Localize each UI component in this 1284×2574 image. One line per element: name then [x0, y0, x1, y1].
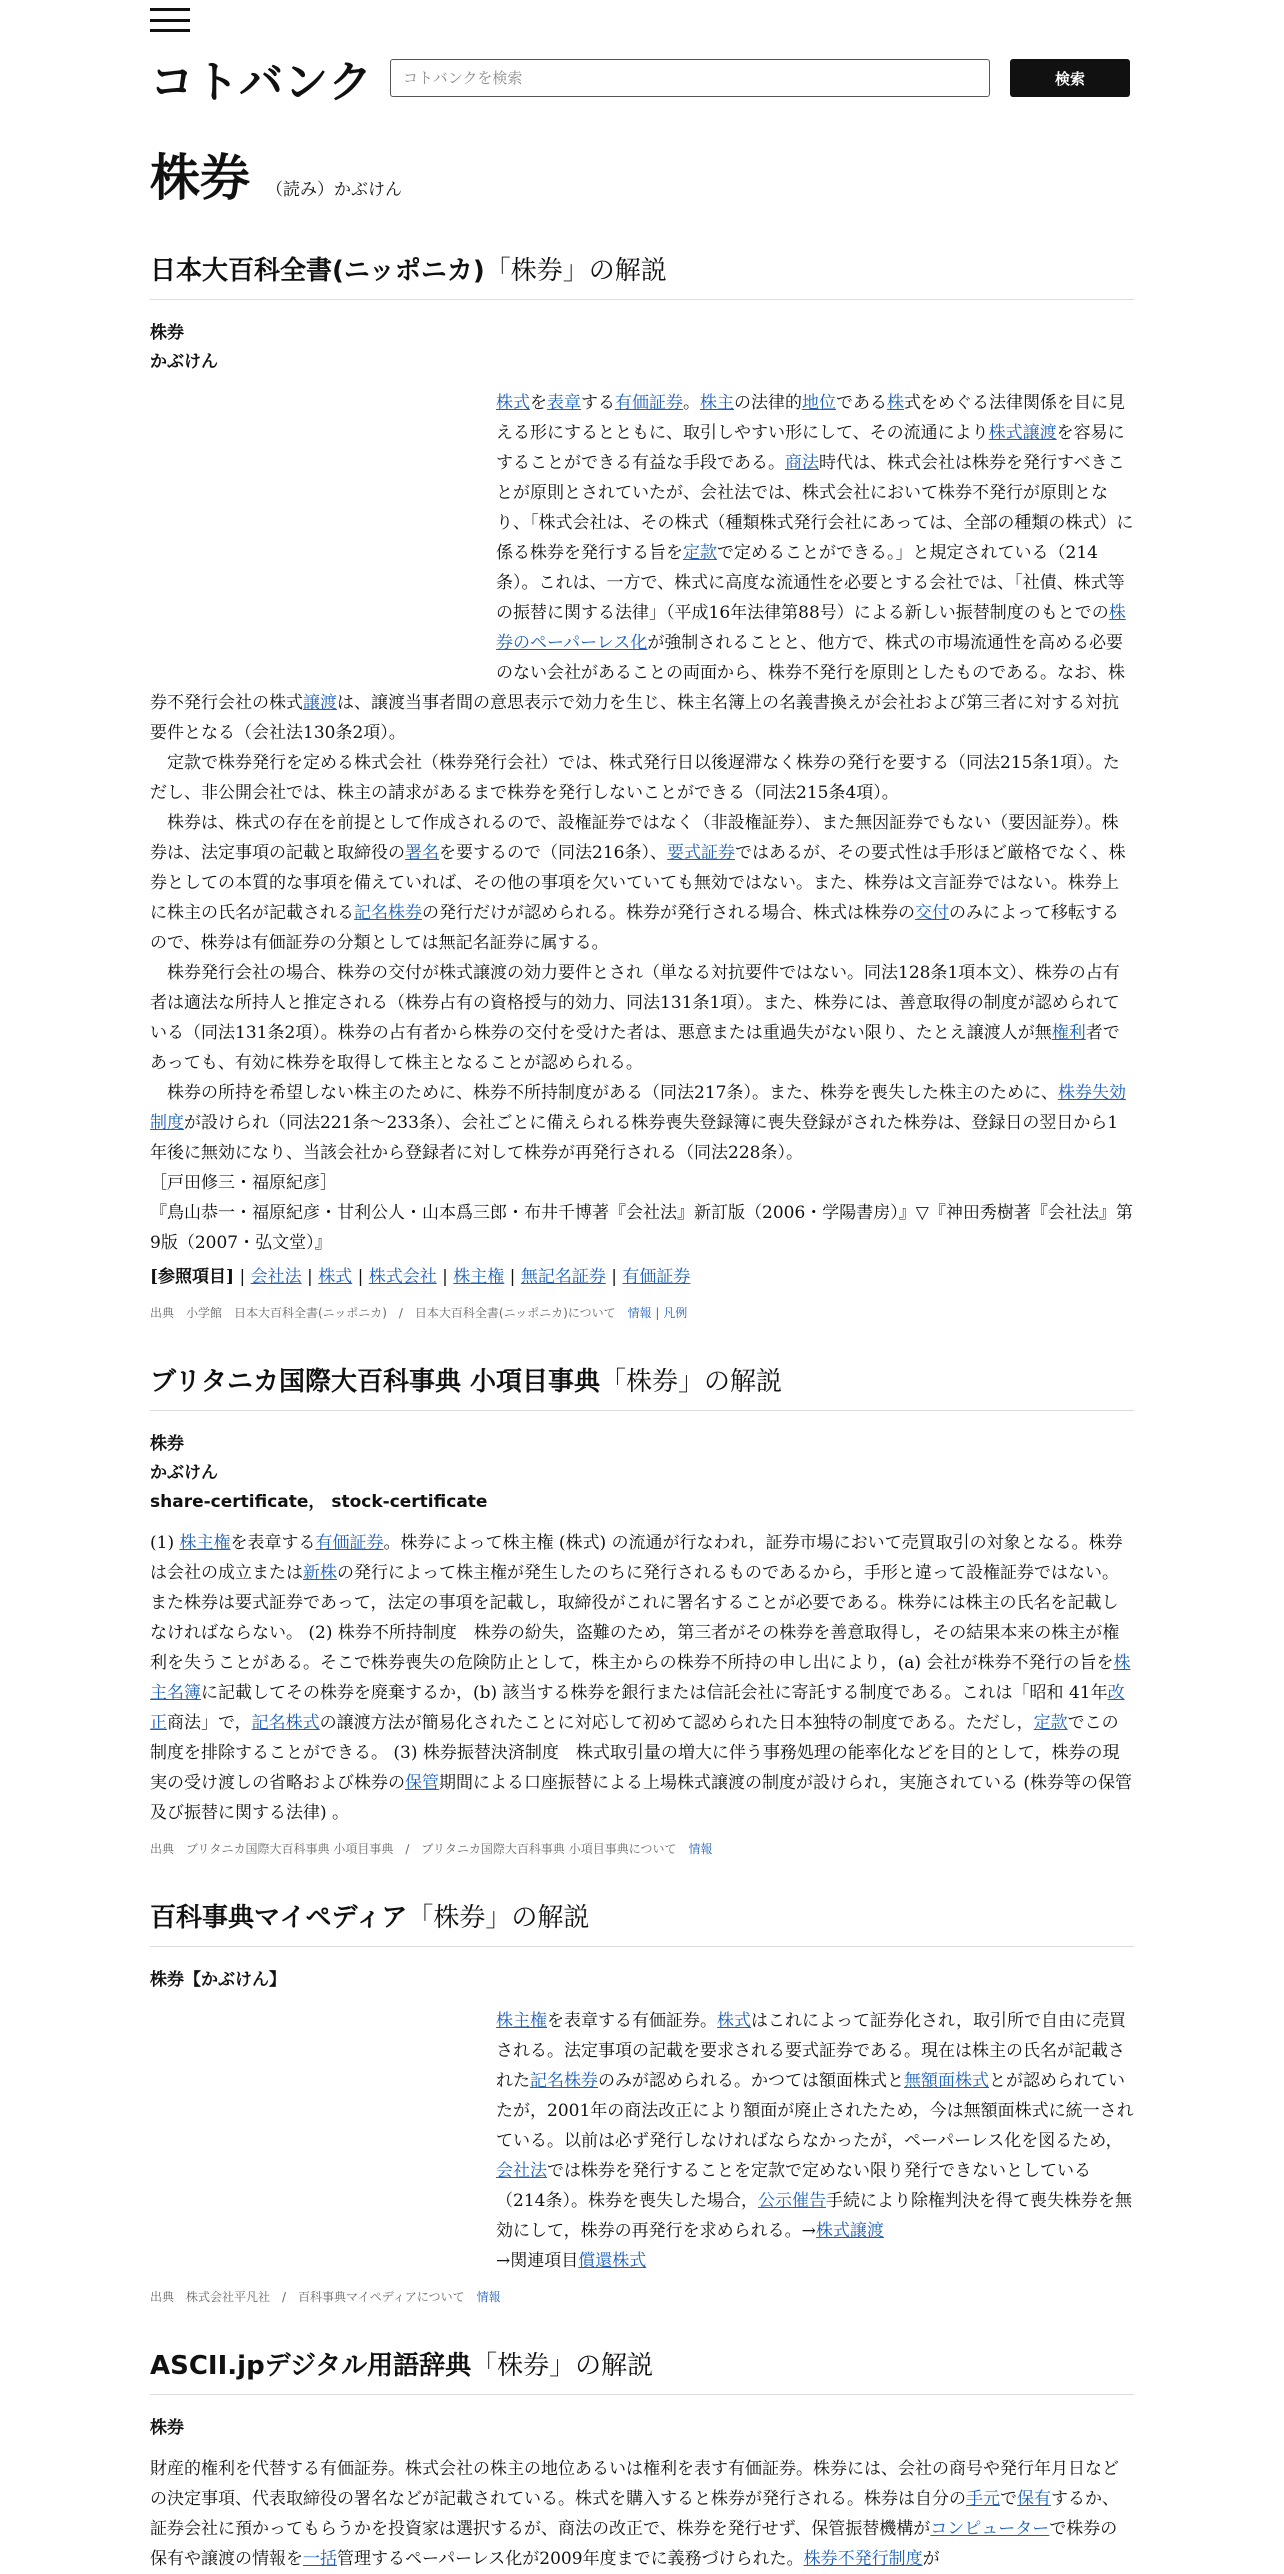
site-logo[interactable]: コトバンク: [150, 57, 374, 108]
entry-ascii: [150, 2345, 1134, 2574]
entry-body: (1) 株主権を表章する有価証券。株券によって株主権 (株式) の流通が行なわれ，証券市場において売買取引の対象となる。株券は会社の成立または新株の発行によって株主権が発生したのちに発行されるものであるから，手形と違って設権証券ではない。また株券は要式証券であって，法定の事項を記載し，取締役がこれに署名することが必要である。株券には株主の氏名を記載しなければならない。 (2) 株券不所持制度 株券の紛失，盗難のため，第三者がその株券を善意取得し，その結果本来の株主が権利を失うことがある。そこで株券喪失の危険防止として，株主からの株券不所持の申し出により，(a) 会社が株券不発行の旨を株主名簿に記載してその株券を廃棄するか，(b) 該当する株券を銀行または信託会社に寄託する制度である。これは「昭和 41年改正商法」で，記名株式の譲渡方法が簡易化されたことに対応して初めて認められた日本独特の制度である。ただし，定款でこの制度を排除することができる。 (3) 株券振替決済制度 株式取引量の増大に伴う事務処理の能率化などを目的として，株券の現実の受け渡しの省略および株券の保管期間による口座振替による上場株式譲渡の制度が設けられ，実施されている (株券等の保管及び振替に関する法律) 。: [150, 1533, 1133, 1823]
entry-body: 株主権を表章する有価証券。株式はこれによって証券化され，取引所で自由に売買される。法定事項の記載を要求される要式証券である。現在は株主の氏名が記載された記名株券のみが認められる。かつては額面株式と無額面株式とが認められていたが，2001年の商法改正により額面が廃止されたため，今は無額面株式に統一されている。以前は必ず発行しなければならなかったが，ペーパーレス化を図るため，会社法では株券を発行することを定款で定めない限り発行できないとしている（214条）。株券を喪失した場合，公示催告手続により除権判決を得て喪失株券を無効にして，株券の再発行を求められる。→株式譲渡 →関連項目償還株式: [496, 2011, 1134, 2271]
source-line: 出典 小学館 日本大百科全書(ニッポニカ) / 日本大百科全書(ニッポニカ)について 情報 | 凡例: [150, 1306, 688, 1320]
ref-link[interactable]: 有価証券: [622, 1267, 691, 1287]
headword: 株券: [150, 323, 184, 343]
entry-title: ASCII.jpデジタル用語辞典「株券」の解説: [150, 2345, 1134, 2395]
headword: 株券: [150, 2418, 184, 2438]
ref-link[interactable]: 株式会社: [368, 1267, 437, 1287]
bibliography: 『鳥山恭一・福原紀彦・甘利公人・山本爲三郎・布井千博著『会社法』新訂版（2006・学陽書房）』▽『神田秀樹著『会社法』第9版（2007・弘文堂）』: [150, 1203, 1133, 1253]
entry-body: 財産的権利を代替する有価証券。株式会社の株主の地位あるいは権利を表す有価証券。株券には、会社の商号や発行年月日などの決定事項、代表取締役の署名などが記載されている。株式を購入すると株券が発行される。株券は自分の手元で保有するか、証券会社に預かってもらうかを投資家は選択するが、商法の改正で、株券を発行せず、保管振替機構がコンピューターで株券の保有や譲渡の情報を一括管理するペーパーレス化が2009年度までに義務づけられた。株券不発行制度が: [150, 2459, 1119, 2569]
info-link[interactable]: 情報: [627, 1306, 652, 1320]
entry-title: ブリタニカ国際大百科事典 小項目事典「株券」の解説: [150, 1361, 1134, 1411]
info-link[interactable]: 情報: [688, 1842, 713, 1856]
source-line: 出典 株式会社平凡社 / 百科事典マイペディアについて 情報: [150, 2290, 501, 2304]
header: [150, 46, 1134, 110]
ref-link[interactable]: 会社法: [250, 1267, 302, 1287]
entry-nipponica: [150, 250, 1134, 1321]
headword-reading: かぶけん: [150, 352, 218, 372]
ref-link[interactable]: 株主権: [453, 1267, 505, 1287]
legend-link[interactable]: 凡例: [663, 1306, 688, 1320]
entry-title: 百科事典マイペディア「株券」の解説: [150, 1897, 1134, 1947]
page-reading: （読み）かぶけん: [266, 180, 402, 200]
info-link[interactable]: 情報: [476, 2290, 501, 2304]
headword: 株券【かぶけん】: [150, 1970, 286, 1990]
headword-reading: かぶけん: [150, 1463, 218, 1483]
menu-icon[interactable]: [150, 8, 190, 32]
entry-title: 日本大百科全書(ニッポニカ)「株券」の解説: [150, 250, 1134, 300]
entry-britannica: [150, 1361, 1134, 1857]
ref-link[interactable]: 無記名証券: [520, 1267, 606, 1287]
author: ［戸田修三・福原紀彦］: [150, 1173, 337, 1193]
search-input[interactable]: [390, 59, 990, 97]
entry-body: 株式を表章する有価証券。株主の法律的地位である株式をめぐる法律関係を目に見える形にするとともに、取引しやすい形にして、その流通により株式譲渡を容易にすることができる有益な手段である。商法時代は、株式会社は株券を発行すべきことが原則とされていたが、会社法では、株式会社において株券不発行が原則となり、「株式会社は、その株式（種類株式発行会社にあっては、全部の種類の株式）に係る株券を発行する旨を定款で定めることができる。」と規定されている（214条）。これは、一方で、株式に高度な流通性を必要とする会社では、「社債、株式等の振替に関する法律」（平成16年法律第88号）による新しい振替制度のもとでの株券のペーパーレス化が強制されることと、他方で、株式の市場流通性を高める必要のない会社があることの両面から、株券不発行を原則としたものである。なお、株券不発行会社の株式譲渡は、譲渡当事者間の意思表示で効力を生じ、株主名簿上の名義書換えが会社および第三者に対する対抗要件となる（会社法130条2項）。 定款で株券発行を定める株式会社（株券発行会社）では、株式発行日以後遅滞なく株券の発行を要する（同法215条1項）。ただし、非公開会社では、株主の請求があるまで株券を発行しないことができる（同法215条4項）。 株券は、株式の存在を前提として作成されるので、設権証券ではなく（非設権証券）、また無因証券でもない（要因証券）。株券は、法定事項の記載と取締役の署名を要するので（同法216条）、要式証券ではあるが、その要式性は手形ほど厳格でなく、株券としての本質的な事項を備えていれば、その他の事項を欠いていても無効ではない。また、株券は文言証券ではない。株券上に株主の氏名が記載される記名株券の発行だけが認められる。株券が発行される場合、株式は株券の交付のみによって移転するので、株券は有価証券の分類としては無記名証券に属する。 株券発行会社の場合、株券の交付が株式譲渡の効力要件とされ（単なる対抗要件ではない。同法128条1項本文）、株券の占有者は適法な所持人と推定される（株券占有の資格授与的効力、同法131条1項）。また、株券には、善意取得の制度が認められている（同法131条2項）。株券の占有者から株券の交付を受けた者は、悪意または重過失がない限り、たとえ譲渡人が無権利者であっても、有効に株券を取得して株主となることが認められる。 株券の所持を希望しない株主のために、株券不所持制度がある（同法217条）。また、株券を喪失した株主のために、株券失効制度が設けられ（同法221条～233条）、会社ごとに備えられる株券喪失登録簿に喪失登録がされた株券は、登録日の翌日から1年後に無効になり、当該会社から登録者に対して株券が再発行される（同法228条）。 ［戸田修三・福原紀彦］ 『鳥山恭一・福原紀彦・甘利公人・山本爲三郎・布井千博著『会社法』新訂版（2006・学陽書房）』▽『神田秀樹著『会社法』第9版（2007・弘文堂）』 [参照項目] | 会社法 | 株式 | 株式会社 | 株主権 | 無記名証券 | 有価証券: [150, 388, 1134, 1292]
source-line: 出典 ブリタニカ国際大百科事典 小項目事典 / ブリタニカ国際大百科事典 小項目事典について 情報: [150, 1842, 713, 1856]
reference-links: [参照項目] | 会社法 | 株式 | 株式会社 | 株主権 | 無記名証券 | 有価証券: [150, 1267, 691, 1287]
page-title: 株券: [150, 149, 250, 207]
related-link[interactable]: 償還株式: [578, 2251, 647, 2271]
entry-mypedia: [150, 1897, 1134, 2305]
search-button[interactable]: 検索: [1010, 59, 1130, 97]
headword: 株券: [150, 1434, 184, 1454]
headword-english: share-certificate， stock-certificate: [150, 1492, 488, 1512]
ref-link[interactable]: 株式: [318, 1267, 353, 1287]
